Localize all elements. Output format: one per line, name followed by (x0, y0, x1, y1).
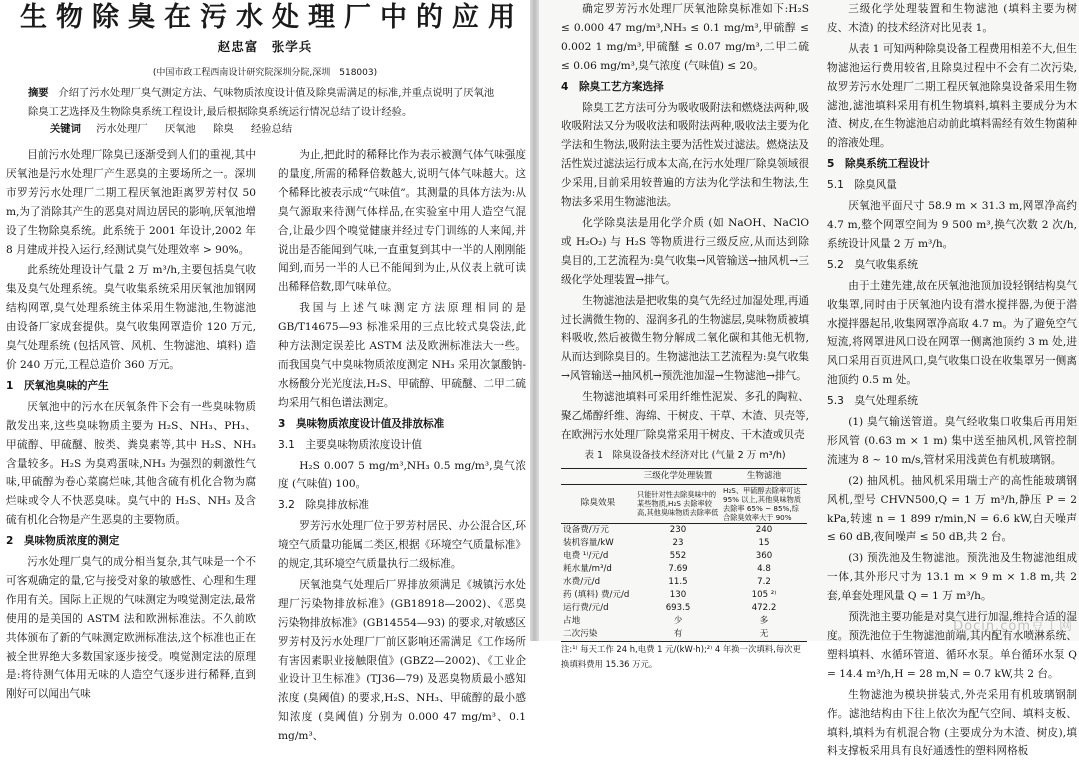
table-header-cell (561, 468, 635, 484)
table-row (561, 589, 807, 602)
table-cell: 130 (669, 589, 687, 600)
abstract (28, 84, 498, 122)
affiliation: (中国市政工程西南设计研究院深圳分院,深圳 518003) (152, 68, 378, 78)
table-row-label: 电费 ¹⁾/元/d (563, 550, 609, 561)
keywords (50, 120, 306, 139)
paragraph: 三级化学处理装置和生物滤池 (填料主要为树皮、木渣) 的技术经济对比见表 1。 (827, 3, 1077, 34)
table-row (561, 602, 807, 615)
keyword: 污水处理厂 (96, 123, 148, 135)
paragraph: (3) 预洗池及生物滤池。预洗池及生物滤池组成一体,其外形尺寸为 13.1 m × 9 m × 1.8 m,共 2 套,单套处理风量 Q = 1 万 m³/h。 (827, 552, 1077, 603)
section-heading: 3.2 除臭排放标准 (278, 499, 370, 512)
paragraph: (2) 抽风机。抽风机采用瑞士产的高性能玻璃钢风机,型号 CHVN500,Q = 1 万 m³/h,静压 P = 2 kPa,转速 n = 1 899 r/min,N = 6.6 kW,白天噪声 ≤ 60 dB,夜间噪声 ≤ 50 dB,共 2 台。 (827, 474, 1077, 544)
table-cell: 少 (673, 615, 683, 626)
table-row-label: 二次污染 (563, 628, 598, 639)
table-cell: 23 (672, 537, 684, 548)
paragraph: 厌氧池平面尺寸 58.9 m × 31.3 m,网罩净高约 4.7 m,整个网罩空间为 9 500 m³,换气次数 2 次/h,系统设计风量 2 万 m³/h。 (827, 200, 1077, 250)
table-cell: 472.2 (751, 602, 777, 613)
column-3 (561, 0, 809, 669)
table-cell: 105 ²⁾ (751, 589, 777, 600)
right-page (539, 0, 1079, 758)
table-note: 注:¹⁾ 每天工作 24 h,电费 1 元/(kW·h);²⁾ 4 年换一次填料,每次更换填料费用 15.36 万元。 (561, 643, 801, 669)
table-row (561, 523, 807, 537)
table-row (561, 537, 807, 550)
section-heading: 5.1 除臭风量 (827, 179, 897, 192)
table-row (561, 563, 807, 576)
paragraph: H₂S 0.007 5 mg/m³,NH₃ 0.5 mg/m³,臭气浓度 (气味值) 100。 (278, 459, 526, 491)
keyword: 经验总结 (250, 123, 293, 135)
table-row-label: 设备费/万元 (563, 524, 609, 535)
paragraph: 化学除臭法是用化学介质 (如 NaOH、NaClO 或 H₂O₂) 与 H₂S 等物质进行三级反应,从而达到除臭目的,工艺流程为:臭气收集→风管输送→抽风机→三级化学处理装置→排气。 (561, 216, 809, 286)
table-cell: 11.5 (668, 576, 688, 587)
paragraph: 污水处理厂臭气的成分相当复杂,其气味是一个不可客观确定的量,它与接受对象的敏感性、心理和生理作用有关。国际上正规的气味测定为嗅觉测定法,最常使用的是美国的 ASTM 法和欧洲标准法。不久前欧共体颁布了新的气味测定欧洲标准法,这个标准也正在被全世界绝大多数国家逐步接受。嗅觉测定法的原理是:将待测气体用无味的人造空气逐步进行稀释,直到刚好可以闻出气味 (6, 556, 256, 701)
left-page (0, 0, 530, 743)
paragraph: 罗芳污水处理厂位于罗芳村居民、办公混合区,环境空气质量功能属二类区,根据《环境空气质量标准》的规定,其环境空气质量执行二级标准。 (278, 520, 526, 571)
table-cell: 693.5 (665, 602, 691, 613)
table-row-label: 运行费/元/d (563, 602, 609, 613)
table-cell: 240 (755, 524, 773, 535)
keyword: 厌氧池 (164, 123, 196, 135)
table-row (561, 576, 807, 589)
paragraph: 生物滤池法是把收集的臭气先经过加湿处理,再通过长满微生物的、湿润多孔的生物滤层,臭味物质被填料吸收,然后被微生物分解成二氧化碳和其他无机物,从而达到除臭目的。生物滤池法工艺流程为:臭气收集→风管输送→抽风机→预洗池加湿→生物滤池→排气。 (561, 294, 809, 383)
table-caption: 表 1 除臭设备技术经济对比 (气量 2 万 m³/h) (584, 449, 786, 461)
table-header-cell: 三级化学处理装置 (635, 468, 721, 484)
table-cell: 4.8 (757, 563, 771, 574)
paragraph: 从表 1 可知两种除臭设备工程费用相差不大,但生物滤池运行费用较省,且除臭过程中不会有二次污染,故罗芳污水处理厂二期工程厌氧池除臭设备采用生物滤池,滤池填料采用有机生物填料,填料主要成分为木渣、树皮,在生物滤池启动前此填料需经有效生物菌种的溶液处理。 (827, 42, 1077, 150)
table-row-label: 水费/元/d (563, 576, 601, 587)
table-cell: 有 (673, 628, 683, 639)
column-4 (827, 0, 1077, 758)
paragraph: 我国与上述气味测定方法原理相同的是 GB/T14675—93 标准采用的三点比较式臭袋法,此种方法测定误差比 ASTM 法及欧洲标准法大一些。而我国臭气中臭味物质浓度测定 NH₃ 采用次氯酸钠-水杨酸分光光度法,H₂S、甲硫醇、甲硫醚、二甲二硫均采用气相色谱法测定。 (278, 302, 526, 409)
section-heading: 3 臭味物质浓度设计值及排放标准 (278, 417, 445, 430)
column-1 (6, 146, 256, 701)
table-cell: 552 (669, 550, 687, 561)
authors: 赵忠富 张学兵 (217, 39, 313, 54)
table-row-label: 除臭效果 (561, 484, 635, 523)
table-cell: 7.2 (757, 576, 771, 587)
paragraph: 厌氧池臭气处理后厂界排放须满足《城镇污水处理厂污染物排放标准》(GB18918—2002)、《恶臭污染物排放标准》(GB14554—93) 的要求,对敏感区罗芳村及污水处理厂厂前区影响还需满足《工作场所有害因素职业接触限值》(GBZ2—2002)、《工业企业设计卫生标准》(TJ36—79) 及恶臭物质最小感知浓度 (臭阈值) 的要求,H₂S、NH₃、甲硫醇的最小感知浓度 (臭阈值) 分别为 0.000 47 mg/m³、0.1 mg/m³、 (278, 578, 526, 743)
table-row (561, 615, 807, 628)
paragraph: 厌氧池中的污水在厌氧条件下会有一些臭味物质散发出来,这些臭味物质主要为 H₂S、NH₃、PH₃、甲硫醇、甲硫醚、胺类、粪臭素等,其中 H₂S、NH₃ 含量较多。H₂S 为臭鸡蛋味,NH₃ 为强烈的刺激性气味,甲硫醇为卷心菜腐烂味,其他含硫有机化合物为腐烂味或令人不快恶臭味。臭气中的 H₂S、NH₃ 及含硫有机化合物是产生恶臭的主要物质。 (6, 400, 256, 527)
comparison-table (561, 468, 807, 642)
table-cell: 无 (759, 628, 769, 639)
section-heading: 5.2 臭气收集系统 (827, 258, 919, 271)
section-heading: 5.3 臭气处理系统 (827, 395, 919, 408)
table-cell: 360 (755, 550, 773, 561)
table-row-label: 耗水量/m³/d (563, 563, 612, 574)
paragraph: 此系统处理设计气量 2 万 m³/h,主要包括臭气收集及臭气处理系统。臭气收集系统采用厌氧池加钢网结构网罩,臭气处理系统主体采用生物滤池,生物滤池由设备厂家成套提供。臭气收集网罩造价 120 万元,臭气处理系统 (包括风管、风机、生物滤池、填料) 造价 240 万元,工程总造价 360 万元。 (6, 264, 256, 371)
paragraph: 预洗池主要功能是对臭气进行加湿,维持合适的湿度。预洗池位于生物滤池前端,其内配有水喷淋系统、塑料填料、水循环管道、循环水泵。单台循环水泵 Q = 14.4 m³/h,H = 28 m,N = 0.7 kW,共 2 台。 (827, 611, 1077, 680)
table-cell: 多 (759, 615, 769, 626)
table-cell: 230 (669, 524, 687, 535)
section-heading: 2 臭味物质浓度的测定 (6, 535, 120, 548)
table-body (561, 523, 807, 641)
table-cell: 15 (758, 537, 770, 548)
article-title: 生物除臭在污水处理厂中的应用 (20, 2, 524, 33)
table-row-label: 占地 (563, 615, 581, 626)
keywords-label: 关键词 (50, 123, 81, 135)
watermark: Docin.com豆丁网 (953, 619, 1073, 635)
page-gutter (530, 0, 539, 641)
table-header-cell: 生物滤池 (721, 468, 807, 484)
section-heading: 5 除臭系统工程设计 (827, 158, 930, 171)
section-heading: 4 除臭工艺方案选择 (561, 80, 664, 93)
keyword: 除臭 (213, 123, 234, 135)
column-3-text (561, 0, 809, 445)
abstract-label: 摘要 (28, 87, 49, 99)
table-row-label: 装机容量/kW (563, 537, 614, 548)
table-row (561, 550, 807, 563)
paragraph: 生物滤池填料可采用纤维性泥炭、多孔的陶粒、聚乙烯醇纤维、海绵、干树皮、干草、木渣、贝壳等,在欧洲污水处理厂除臭常采用干树皮、干木渣或贝壳 (561, 391, 809, 441)
abstract-text: 介绍了污水处理厂臭气测定方法、气味物质浓度设计值及除臭需满足的标准,并重点说明了厌氧池除臭工艺选择及生物除臭系统工程设计,最后根据除臭系统运行情况总结了设计经验。 (28, 87, 495, 118)
paragraph: 由于土建先建,故在厌氧池池顶加设轻钢结构臭气收集罩,同时由于厌氧池内设有潜水搅拌器,为便于潜水搅拌器起吊,收集网罩净高取 4.7 m。为了避免空气短流,将网罩进风口设在网罩一侧离池顶约 3 m 处,进风口采用百页进风口,臭气收集口设在收集罩另一侧离池顶约 0.5 m 处。 (827, 279, 1077, 387)
paragraph: 生物滤池为模块拼装式,外壳采用有机玻璃钢制作。滤池结构由下往上依次为配气空间、填料支板、填料,填料为有机混合物 (主要成分为木渣、树皮),填料支撑板采用具有良好通透性的塑料网格板 (827, 688, 1077, 758)
paragraph: 目前污水处理厂除臭已逐渐受到人们的重视,其中厌氧池是污水处理厂产生恶臭的主要场所之一。深圳市罗芳污水处理厂二期工程厌氧池距离罗芳村仅 50 m,为了消除其产生的恶臭对周边居民的影响,厌氧池增设了生物除臭系统。此系统于 2001 年设计,2002 年 8 月建成并投入运行,经测试臭气处理效率 > 90%。 (6, 149, 256, 256)
section-heading: 1 厌氧池臭味的产生 (6, 379, 109, 392)
table-row-label: 药 (填料) 费/元/d (563, 589, 630, 600)
paragraph: 除臭工艺方法可分为吸收吸附法和燃烧法两种,吸收吸附法又分为吸收法和吸附法两种,吸收法主要为化学法和生物法,吸附法主要为活性炭过滤法。燃烧法及活性炭过滤法运行成本太高,在污水处理厂除臭领域很少采用,目前采用较普遍的方法为化学法和生物法,生物法多采用生物滤池法。 (561, 101, 809, 209)
paragraph: 确定罗芳污水处理厂厌氧池除臭标准如下:H₂S ≤ 0.000 47 mg/m³,NH₃ ≤ 0.1 mg/m³,甲硫醇 ≤ 0.002 1 mg/m³,甲硫醚 ≤ 0.07 mg/m³,二甲二硫 ≤ 0.06 mg/m³,臭气浓度 (气味值) ≤ 20。 (561, 3, 809, 72)
section-heading: 3.1 主要臭味物质浓度设计值 (278, 438, 422, 451)
table-row (561, 628, 807, 642)
paragraph: (1) 臭气输送管道。臭气经收集口收集后再用矩形风管 (0.63 m × 1 m) 集中送至抽风机,风管控制流速为 8 ~ 10 m/s,管材采用浅黄色有机玻璃钢。 (827, 416, 1077, 466)
table-cell: 7.69 (668, 563, 688, 574)
column-2 (278, 146, 526, 743)
table-cell: 只能针对性去除臭味中的某些物质,H₂S 去除率较高,其他臭味物质去除率低 (635, 484, 721, 523)
table-cell: H₂S、甲硫醇去除率可达 95% 以上,其他臭味物质去除率 65% ~ 85%,综合除臭效率大于 90% (721, 484, 807, 523)
paragraph: 为止,把此时的稀释比作为表示被测气体气味强度的量度,所需的稀释倍数越大,说明气体气味越大。这个稀释比被表示成“气味值”。其测量的具体方法为:从臭气源取来待测气体样品,在实验室中用人造空气混合,让最少四个嗅觉健康并经过专门训练的人来闻,并说出是否能闻到气味,一直重复到其中一半的人刚刚能闻到,而另一半的人已不能闻到为止,从仪表上就可读出稀释倍数,即气味单位。 (278, 149, 526, 294)
